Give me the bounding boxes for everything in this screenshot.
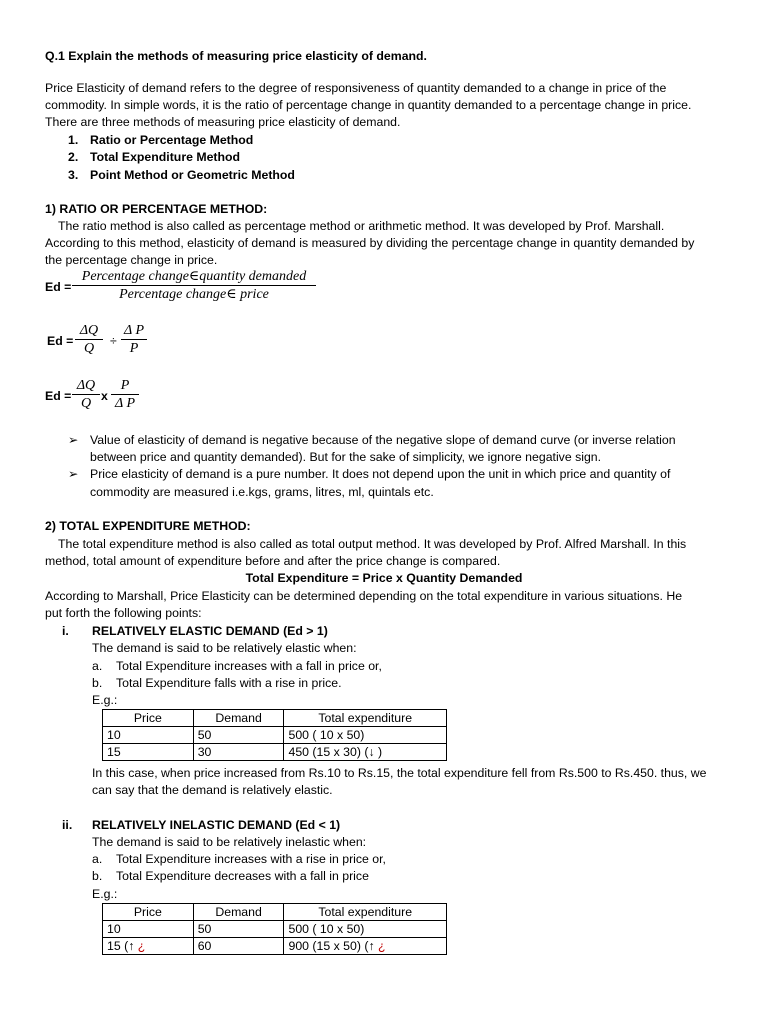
table-header-row: [103, 904, 447, 921]
total-formula: Total Expenditure = Price x Quantity Demanded: [245, 571, 523, 585]
cell-total-text: 900 (15 x 50) (↑: [288, 939, 375, 953]
cell-price: [103, 938, 194, 955]
formula-percentage: [72, 268, 316, 304]
conclusion-line: In this case, when price increased from Rs.10 to Rs.15, the total expenditure fell from Rs.500 to Rs.450. thus, we: [92, 766, 707, 780]
total-para2-line: According to Marshall, Price Elasticity can be determined depending on the total expenditure in various situations. He: [45, 589, 683, 603]
point-text: Total Expenditure decreases with a fall in price: [116, 869, 369, 883]
q: Q: [83, 341, 95, 357]
expenditure-table-elastic: [102, 709, 447, 761]
point-text: Total Expenditure increases with a rise in price or,: [116, 852, 386, 866]
point-letter: b.: [92, 676, 103, 690]
header-price: Price: [103, 710, 194, 727]
cell-total: [284, 938, 447, 955]
p: P: [120, 378, 130, 393]
point-text: Total Expenditure falls with a rise in price.: [116, 676, 342, 690]
total-para2-line: put forth the following points:: [45, 606, 202, 620]
eg-label: E.g.:: [92, 887, 118, 901]
glitch-glyph: ¿: [378, 939, 386, 953]
delta-q: ΔQ: [76, 378, 96, 393]
delta-p: Δ P: [123, 323, 144, 338]
method-label: Ratio or Percentage Method: [90, 133, 254, 147]
point-letter: a.: [92, 659, 103, 673]
fraction-dp-p: [121, 322, 147, 358]
fraction-dq-q: [75, 322, 103, 358]
table-row: [103, 921, 447, 938]
cell-demand: 50: [193, 727, 284, 744]
question-title: Q.1 Explain the methods of measuring price elasticity of demand.: [45, 49, 427, 63]
case-said: The demand is said to be relatively inelastic when:: [92, 835, 367, 849]
total-heading: 2) TOTAL EXPENDITURE METHOD:: [45, 519, 251, 533]
ed-label: Ed =: [45, 280, 72, 294]
arrow-bullet-icon: ➢: [68, 433, 79, 447]
total-para-line: method, total amount of expenditure before and after the price change is compared.: [45, 554, 501, 568]
header-total-expenditure: Total expenditure: [284, 710, 447, 727]
ratio-para-line: The ratio method is also called as percentage method or arithmetic method. It was developed by Prof. Marshall.: [58, 219, 665, 233]
method-number: 2.: [68, 150, 79, 164]
table-row: [103, 744, 447, 761]
delta-q: ΔQ: [79, 323, 99, 338]
case-roman: ii.: [62, 818, 73, 832]
eg-label: E.g.:: [92, 693, 118, 707]
intro-line-3: There are three methods of measuring price elasticity of demand.: [45, 115, 401, 129]
bullet-line: between price and quantity demanded). But for the sake of simplicity, we ignore negative sign.: [90, 450, 602, 464]
fraction-dq-q: [72, 377, 100, 413]
header-demand: Demand: [193, 710, 284, 727]
method-label: Point Method or Geometric Method: [90, 168, 295, 182]
method-number: 1.: [68, 133, 79, 147]
ratio-heading: 1) RATIO OR PERCENTAGE METHOD:: [45, 202, 268, 216]
total-para-line: The total expenditure method is also called as total output method. It was developed by Prof. Alfred Marshall. In this: [58, 537, 687, 551]
q: Q: [80, 396, 92, 412]
case-title: RELATIVELY INELASTIC DEMAND (Ed < 1): [92, 818, 341, 832]
cell-demand: 50: [193, 921, 284, 938]
method-number: 3.: [68, 168, 79, 182]
formula-denominator: Percentage change∈ price: [119, 287, 269, 303]
method-label: Total Expenditure Method: [90, 150, 241, 164]
glitch-glyph: ¿: [137, 939, 146, 953]
cell-demand: 30: [193, 744, 284, 761]
table-row: [103, 727, 447, 744]
arrow-bullet-icon: ➢: [68, 467, 79, 481]
ratio-para-line: According to this method, elasticity of demand is measured by dividing the percentage change in quantity demanded by: [45, 236, 695, 250]
cell-price-text: 15 (↑: [107, 939, 135, 953]
cell-total: 500 ( 10 x 50): [284, 727, 447, 744]
ratio-para-line: the percentage change in price.: [45, 253, 218, 267]
multiply-sign: x: [101, 389, 108, 403]
case-said: The demand is said to be relatively elastic when:: [92, 641, 357, 655]
intro-line-1: Price Elasticity of demand refers to the degree of responsiveness of quantity demanded to a change in price of the: [45, 81, 667, 95]
point-text: Total Expenditure increases with a fall in price or,: [116, 659, 382, 673]
cell-total: 450 (15 x 30) (↓ ): [284, 744, 447, 761]
delta-p: Δ P: [114, 396, 135, 412]
cell-price: 10: [103, 921, 194, 938]
expenditure-table-inelastic: [102, 903, 447, 955]
bullet-line: Price elasticity of demand is a pure number. It does not depend upon the unit in which price and quantity of: [90, 467, 671, 481]
case-roman: i.: [62, 624, 69, 638]
table-header-row: [103, 710, 447, 727]
ed-label: Ed =: [45, 389, 72, 403]
table-row: [103, 938, 447, 955]
fraction-p-dp: [111, 377, 139, 413]
formula-numerator: Percentage change∈quantity demanded: [81, 269, 307, 284]
p: P: [129, 341, 139, 357]
case-title: RELATIVELY ELASTIC DEMAND (Ed > 1): [92, 624, 328, 638]
bullet-line: Value of elasticity of demand is negative because of the negative slope of demand curve (or inverse relation: [90, 433, 676, 447]
point-letter: a.: [92, 852, 103, 866]
header-total-expenditure: Total expenditure: [284, 904, 447, 921]
cell-demand: 60: [193, 938, 284, 955]
cell-total: 500 ( 10 x 50): [284, 921, 447, 938]
cell-price: 10: [103, 727, 194, 744]
divide-sign: ÷: [110, 334, 117, 348]
ed-label: Ed =: [47, 334, 74, 348]
header-price: Price: [103, 904, 194, 921]
conclusion-line: can say that the demand is relatively elastic.: [92, 783, 333, 797]
header-demand: Demand: [193, 904, 284, 921]
intro-line-2: commodity. In simple words, it is the ratio of percentage change in quantity demanded to a percentage change in price.: [45, 98, 692, 112]
point-letter: b.: [92, 869, 103, 883]
cell-price: 15: [103, 744, 194, 761]
bullet-line: commodity are measured i.e.kgs, grams, litres, ml, quintals etc.: [90, 485, 434, 499]
